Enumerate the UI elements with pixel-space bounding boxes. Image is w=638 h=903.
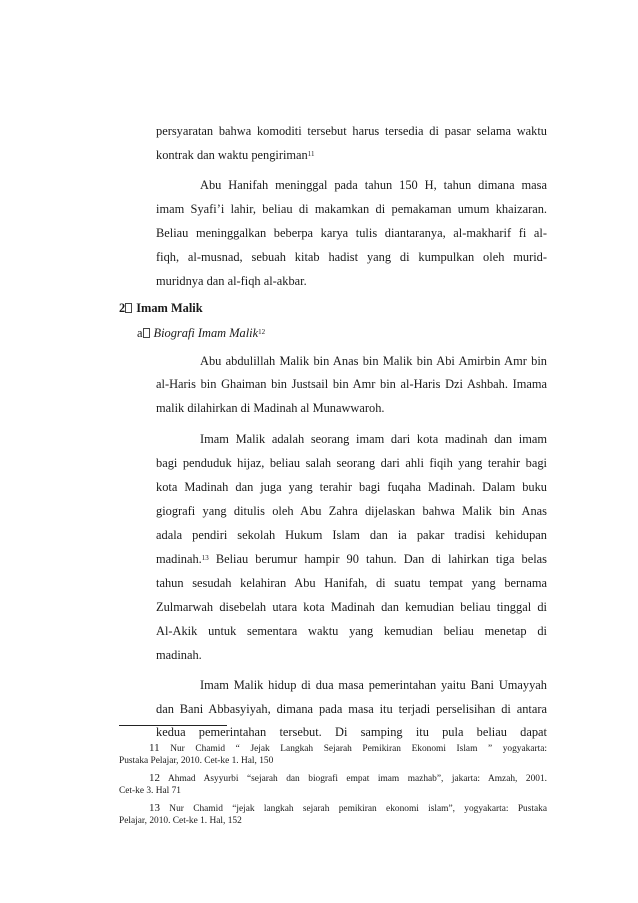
- section-number: 2: [119, 301, 126, 315]
- paragraph-line: fiqh, al-musnad, sebuah kitab hadist yang di kumpulkan oleh murid-: [156, 250, 547, 264]
- footnote-separator: [119, 725, 227, 726]
- paragraph-line: Abu Hanifah meninggal pada tahun 150 H, tahun dimana masa: [200, 178, 547, 192]
- paragraph-line: Al-Akik untuk sementara waktu yang kemudian beliau menetap di: [156, 624, 547, 638]
- footnote-text: Ahmad Asyyurbi “sejarah dan biografi empat imam mazhab”, jakarta: Amzah, 2001.: [160, 774, 547, 784]
- footnote-line: Cet-ke 3. Hal 71: [119, 786, 181, 796]
- subsection-title: Biografi Imam Malik: [153, 326, 259, 340]
- subsection-heading: [137, 325, 265, 341]
- footnote-text: Nur Chamid “ Jejak Langkah Sejarah Pemikiran Ekonomi Islam ” yogyakarta:: [159, 744, 547, 754]
- footnote-number: 12: [149, 772, 160, 784]
- paragraph-line: kota Madinah dan juga yang terahir bagi fuqaha Madinah. Dalam buku: [156, 480, 547, 494]
- paragraph-text: Beliau berumur hampir 90 tahun. Dan di lahirkan tiga belas: [208, 552, 547, 566]
- paragraph-text: madinah.: [156, 552, 202, 566]
- paragraph-line: persyaratan bahwa komoditi tersebut harus tersedia di pasar selama waktu: [156, 124, 547, 138]
- paragraph-line: imam Syafi’i lahir, beliau di makamkan di pemakaman umum khaizaran.: [156, 202, 547, 216]
- paragraph-line: malik dilahirkan di Madinah al Munawwaroh.: [156, 401, 385, 415]
- footnote-line: [149, 802, 547, 815]
- subsection-letter: a: [137, 326, 143, 340]
- section-title: Imam Malik: [136, 301, 203, 315]
- paragraph-line: Beliau meninggalkan beberpa karya tulis diantaranya, al-makharif fi al-: [156, 226, 547, 240]
- paragraph-line: Imam Malik adalah seorang imam dari kota madinah dan imam: [200, 432, 547, 446]
- paragraph-line: [156, 147, 547, 163]
- paragraph-line: bagi penduduk hijaz, beliau salah seorang dari ahli fiqih yang terahir bagi: [156, 456, 547, 470]
- paragraph-line: muridnya dan al-fiqh al-akbar.: [156, 274, 307, 288]
- footnote-ref: 13: [201, 554, 209, 562]
- footnote-line: [149, 772, 547, 785]
- footnote-ref: 11: [307, 150, 315, 158]
- section-heading: [119, 300, 203, 316]
- paragraph-line: [156, 551, 547, 567]
- footnote-text: Nur Chamid “jejak langkah sejarah pemikiran ekonomi islam”, yogyakarta: Pustaka: [160, 804, 547, 814]
- paragraph-line: Imam Malik hidup di dua masa pemerintahan yaitu Bani Umayyah: [200, 678, 547, 692]
- paragraph-line: tahun sesudah kelahiran Abu Hanifah, di suatu tempat yang bernama: [156, 576, 547, 590]
- footnote-number: 11: [149, 742, 160, 754]
- paragraph-line: giografi yang ditulis oleh Abu Zahra dijelaskan bahwa Malik bin Anas: [156, 504, 547, 518]
- paragraph-text: kontrak dan waktu pengiriman: [156, 148, 308, 162]
- footnote-ref: 12: [258, 328, 266, 336]
- footnote-line: [149, 742, 547, 755]
- paragraph-line: al-Haris bin Ghaiman bin Justsail bin Amr bin al-Haris Dzi Ashbah. Imama: [156, 377, 547, 391]
- missing-glyph-icon: [143, 328, 150, 338]
- footnote-line: Pustaka Pelajar, 2010. Cet-ke 1. Hal, 150: [119, 756, 274, 766]
- paragraph-line: dan Bani Abbasyiyah, dimana pada masa itu terjadi perselisihan di antara: [156, 702, 547, 716]
- footnote-line: Pelajar, 2010. Cet-ke 1. Hal, 152: [119, 816, 242, 826]
- paragraph-line: kedua pemerintahan tersebut. Di samping itu pula beliau dapat: [156, 725, 547, 739]
- paragraph-line: Abu abdulillah Malik bin Anas bin Malik bin Abi Amirbin Amr bin: [200, 354, 547, 368]
- footnote-number: 13: [149, 802, 160, 814]
- paragraph-line: adala pendiri sekolah Hukum Islam dan ia pakar tradisi kehidupan: [156, 528, 547, 542]
- paragraph-line: Zulmarwah disebelah utara kota Madinah dan kemudian beliau tinggal di: [156, 600, 547, 614]
- paragraph-line: madinah.: [156, 648, 202, 662]
- missing-glyph-icon: [125, 303, 132, 313]
